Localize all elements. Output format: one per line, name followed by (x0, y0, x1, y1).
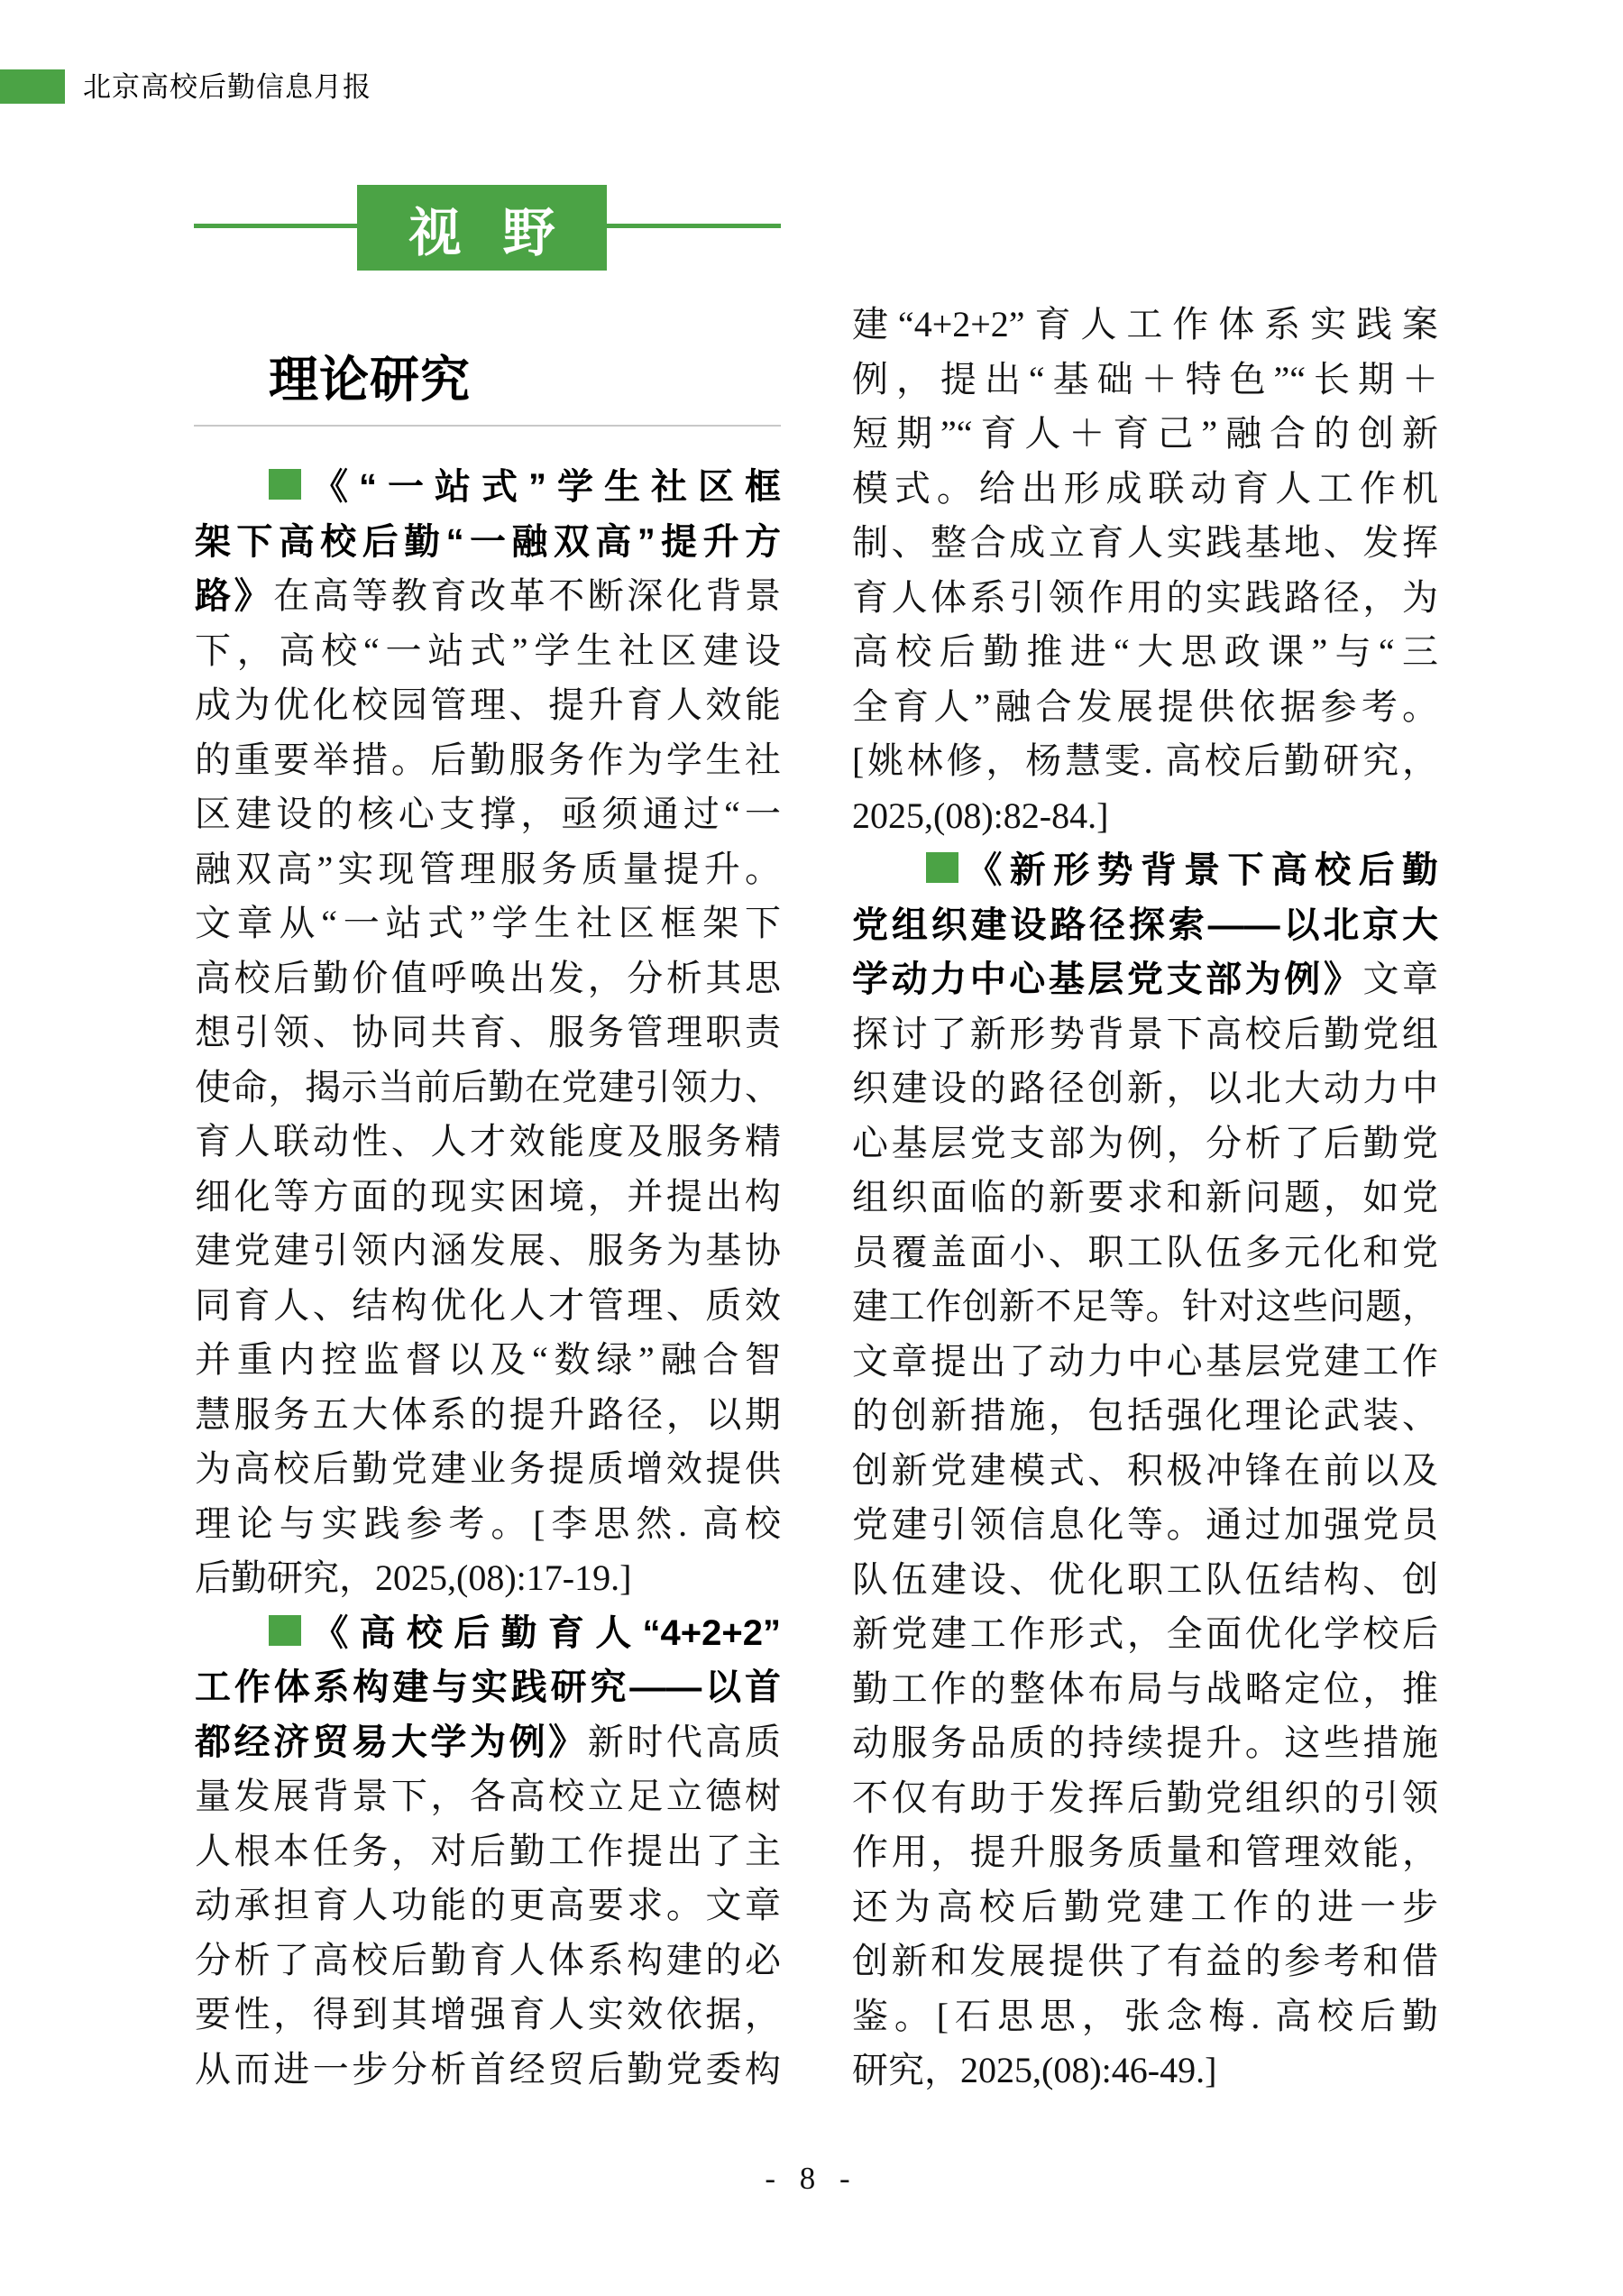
body-text: 高校后勤价值呼唤出发，分析其思 (195, 957, 781, 998)
body-text: 建工作创新不足等。针对这些问题， (852, 1286, 1438, 1327)
article-title-text: 党组织建设路径探索——以北京大 (852, 905, 1438, 945)
body-text: 勤工作的整体布局与战略定位，推 (852, 1667, 1438, 1709)
text-line (852, 1771, 1438, 1826)
body-text: 队伍建设、优化职工队伍结构、创 (852, 1558, 1438, 1600)
text-line (195, 1497, 781, 1552)
body-text: 慧服务五大体系的提升路径，以期 (195, 1393, 781, 1435)
text-line (195, 1660, 781, 1715)
body-text: 织建设的路径创新，以北大动力中 (852, 1068, 1438, 1108)
text-line (195, 1824, 781, 1879)
text-line (195, 1715, 781, 1770)
body-text: 高校后勤推进“大思政课”与“三 (852, 631, 1438, 672)
body-text: 例，提出“基础＋特色”“长期＋ (852, 358, 1438, 400)
body-text: 动承担育人功能的更高要求。文章 (195, 1885, 781, 1925)
body-text: 探讨了新形势背景下高校后勤党组 (852, 1013, 1438, 1054)
body-text: 要性，得到其增强育人实效依据， (195, 1994, 781, 2034)
text-line (852, 1553, 1438, 1608)
text-line (852, 1007, 1438, 1062)
text-line (195, 1279, 781, 1334)
text-line (852, 407, 1438, 462)
body-text: 育人体系引领作用的实践路径，为 (852, 576, 1438, 618)
banner-right-rule (607, 224, 781, 228)
text-line (195, 1006, 781, 1061)
section-divider-rule (194, 425, 781, 427)
text-line (195, 1769, 781, 1824)
text-line (195, 733, 781, 788)
text-line (852, 1280, 1438, 1335)
text-line (195, 460, 781, 515)
text-line (852, 353, 1438, 408)
text-line (195, 1933, 781, 1988)
body-text: 在高等教育改革不断深化背景 (273, 575, 781, 616)
body-text: 使命，揭示当前后勤在党建引领力、 (195, 1066, 781, 1107)
text-line (195, 678, 781, 733)
body-text: 研究，2025,(08):46-49.] (852, 2050, 1217, 2090)
text-line (852, 1662, 1438, 1717)
body-text: 2025,(08):82-84.] (852, 794, 1109, 836)
text-line (195, 1388, 781, 1443)
body-text: 后勤研究，2025,(08):17-19.] (195, 1557, 632, 1598)
body-text: 细化等方面的现实困境，并提出构 (195, 1175, 781, 1217)
text-line (195, 1606, 781, 1661)
body-text: 还为高校后勤党建工作的进一步 (852, 1886, 1438, 1927)
right-column (852, 298, 1438, 2099)
text-line (195, 1988, 781, 2043)
text-line (195, 1115, 781, 1170)
page-number: - 8 - (765, 2161, 858, 2196)
text-line (852, 1116, 1438, 1171)
body-text: 文章提出了动力中心基层党建工作 (852, 1340, 1438, 1382)
body-text: 区建设的核心支撑，亟须通过“一 (195, 794, 781, 834)
body-text: 量发展背景下，各高校立足立德树 (195, 1776, 781, 1816)
text-line (852, 298, 1438, 353)
body-text: 从而进一步分析首经贸后勤党委构 (195, 2048, 781, 2089)
masthead-green-block-icon (0, 69, 65, 104)
body-text: 创新和发展提供了有益的参考和借 (852, 1941, 1438, 1981)
body-text: 作用，提升服务质量和管理效能， (852, 1832, 1438, 1872)
left-column (195, 460, 781, 2097)
body-text: 同育人、结构优化人才管理、质效 (195, 1284, 781, 1326)
text-line (852, 952, 1438, 1007)
text-line (852, 734, 1438, 789)
text-line (852, 571, 1438, 626)
text-line (852, 516, 1438, 571)
text-line (852, 1498, 1438, 1553)
text-line (195, 787, 781, 842)
body-text: 想引领、协同共育、服务管理职责 (195, 1012, 781, 1052)
body-text: 员覆盖面小、职工队伍多元化和党 (852, 1231, 1438, 1272)
body-text: 心基层党支部为例，分析了后勤党 (852, 1122, 1438, 1163)
bullet-square-icon (926, 852, 958, 883)
banner-left-rule (194, 224, 357, 228)
body-text: 的重要举措。后勤服务作为学生社 (195, 739, 781, 780)
text-line (852, 680, 1438, 735)
body-text: 建党建引领内涵发展、服务为基协 (195, 1230, 781, 1271)
section-banner-label: 视野 (408, 203, 597, 262)
body-text: 融双高”实现管理服务质量提升。 (195, 848, 781, 889)
body-text: 短期”“育人＋育己”融合的创新 (852, 413, 1438, 454)
text-line (195, 624, 781, 679)
text-line (195, 1170, 781, 1225)
body-text: 党建引领信息化等。通过加强党员 (852, 1504, 1438, 1545)
article-title-text: 《“一站式”学生社区框 (301, 467, 781, 507)
body-text: 并重内控监督以及“数绿”融合智 (195, 1339, 781, 1380)
body-text: 的创新措施，包括强化理论武装、 (852, 1395, 1438, 1436)
article-title-text: 工作体系构建与实践研究——以首 (195, 1667, 781, 1707)
article-title-text: 《新形势背景下高校后勤 (958, 850, 1438, 890)
text-line (852, 1444, 1438, 1499)
text-line (195, 1878, 781, 1933)
text-line (195, 1442, 781, 1497)
text-line (852, 2043, 1438, 2099)
body-text: 文章从“一站式”学生社区框架下 (195, 903, 781, 943)
body-text: 模式。给出形成联动育人工作机 (852, 467, 1438, 509)
text-line (852, 625, 1438, 680)
body-text: 不仅有助于发挥后勤党组织的引领 (852, 1777, 1438, 1818)
text-line (195, 2043, 781, 2098)
text-line (852, 1061, 1438, 1116)
body-text: 成为优化校园管理、提升育人效能 (195, 684, 781, 725)
text-line (195, 1551, 781, 1606)
text-line (852, 1716, 1438, 1771)
body-text: 组织面临的新要求和新问题，如党 (852, 1177, 1438, 1217)
text-line (195, 1333, 781, 1388)
text-line (195, 1224, 781, 1279)
bullet-square-icon (269, 469, 301, 500)
body-text: 建“4+2+2”育人工作体系实践案 (852, 304, 1438, 344)
text-line (195, 842, 781, 897)
body-text: 鉴。[石思思，张念梅. 高校后勤 (852, 1995, 1438, 2036)
text-line (852, 462, 1438, 517)
body-text: 分析了高校后勤育人体系构建的必 (195, 1939, 781, 1980)
body-text: 下，高校“一站式”学生社区建设 (195, 629, 781, 671)
text-line (852, 1226, 1438, 1281)
text-line (195, 951, 781, 1006)
text-line (195, 896, 781, 951)
text-line (852, 1389, 1438, 1444)
section-heading: 理论研究 (269, 352, 472, 408)
body-text: 全育人”融合发展提供依据参考。 (852, 685, 1438, 727)
article-title-text: 架下高校后勤“一融双高”提升方 (195, 521, 781, 562)
text-line (852, 1989, 1438, 2044)
text-line (195, 515, 781, 570)
body-text: 为高校后勤党建业务提质增效提供 (195, 1448, 781, 1489)
article-title-text: 路》 (195, 576, 274, 616)
body-text: 制、整合成立育人实践基地、发挥 (852, 522, 1438, 563)
text-line (195, 569, 781, 624)
text-line (852, 1934, 1438, 1989)
text-line (852, 898, 1438, 953)
body-text: 育人联动性、人才效能度及服务精 (195, 1121, 781, 1162)
text-line (852, 1171, 1438, 1226)
text-line (852, 1335, 1438, 1390)
publication-title: 北京高校后勤信息月报 (83, 71, 371, 103)
body-text: 新时代高质 (587, 1721, 781, 1762)
text-line (195, 1061, 781, 1116)
text-line (852, 1880, 1438, 1935)
body-text: 文章 (1362, 959, 1438, 999)
text-line (852, 789, 1438, 844)
article-title-text: 都经济贸易大学为例》 (195, 1722, 588, 1762)
bullet-square-icon (269, 1615, 301, 1646)
section-banner (357, 185, 607, 271)
body-text: [姚林修，杨慧雯. 高校后勤研究， (852, 740, 1438, 781)
body-text: 理论与实践参考。[李思然. 高校 (195, 1502, 781, 1544)
body-text: 创新党建模式、积极冲锋在前以及 (852, 1449, 1438, 1491)
article-title-text: 《高校后勤育人“4+2+2” (301, 1612, 781, 1653)
body-text: 新党建工作形式，全面优化学校后 (852, 1613, 1438, 1654)
text-line (852, 1825, 1438, 1880)
text-line (852, 843, 1438, 898)
body-text: 人根本任务，对后勤工作提出了主 (195, 1830, 781, 1871)
text-line (852, 1607, 1438, 1662)
article-title-text: 学动力中心基层党支部为例》 (852, 960, 1363, 999)
body-text: 动服务品质的持续提升。这些措施 (852, 1722, 1438, 1763)
